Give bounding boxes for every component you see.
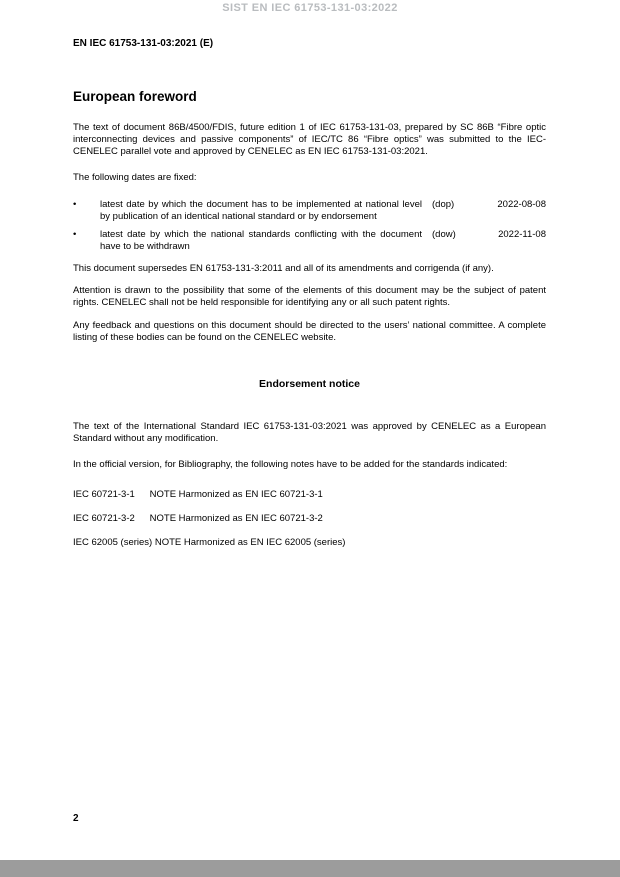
watermark: SIST EN IEC 61753-131-03:2022 — [222, 2, 398, 14]
date-value: 2022-08-08 — [497, 199, 546, 210]
date-label: (dow) — [432, 229, 456, 240]
harmonized-notes-list — [73, 489, 546, 549]
dates-intro: The following dates are fixed: — [73, 172, 197, 183]
foreword-paragraph-patent: Attention is drawn to the possibility that some of the elements of this document may be the subject of patent rights. CENELEC shall not be held responsible for identifying any or all such patent rights. — [73, 285, 546, 308]
standard-reference: IEC 62005 (series) — [73, 537, 153, 548]
foreword-paragraph-1: The text of document 86B/4500/FDIS, future edition 1 of IEC 61753-131-03, prepared by SC 86B “Fibre optic interconnecting devices and passive components” of IEC/TC 86 “Fibre optics” was submitted to the IEC-CENELEC parallel vote and approved by CENELEC as EN IEC 61753-131-03:2021. — [73, 122, 546, 157]
standard-reference: IEC 60721-3-2 — [73, 513, 135, 524]
bullet-icon: • — [73, 199, 77, 210]
page-bottom-edge — [0, 860, 620, 877]
section-title-endorsement-notice: Endorsement notice — [259, 378, 360, 390]
bullet-text: latest date by which the national standards conflicting with the document have to be withdrawn — [100, 229, 422, 252]
list-item — [73, 229, 546, 253]
document-reference: EN IEC 61753-131-03:2021 (E) — [73, 38, 214, 49]
standard-reference: IEC 60721-3-1 — [73, 489, 135, 500]
dates-list — [73, 199, 546, 253]
bullet-text: latest date by which the document has to be implemented at national level by publication of an identical national standard or by endorsement — [100, 199, 422, 222]
note-row — [73, 513, 546, 525]
list-item — [73, 199, 546, 223]
date-value: 2022-11-08 — [498, 229, 546, 240]
note-text: NOTE Harmonized as EN IEC 60721-3-2 — [149, 513, 323, 524]
foreword-paragraph-supersedes: This document supersedes EN 61753-131-3:2011 and all of its amendments and corrigenda (if any). — [73, 263, 494, 274]
document-page — [73, 0, 546, 561]
foreword-paragraph-feedback: Any feedback and questions on this document should be directed to the users’ national committee. A complete listing of these bodies can be found on the CENELEC website. — [73, 320, 546, 343]
bullet-icon: • — [73, 229, 77, 240]
page-number: 2 — [73, 813, 79, 824]
note-row — [73, 537, 546, 549]
endorsement-paragraph-2: In the official version, for Bibliography, the following notes have to be added for the standards indicated: — [73, 459, 508, 470]
note-row — [73, 489, 546, 501]
endorsement-paragraph-1: The text of the International Standard IEC 61753-131-03:2021 was approved by CENELEC as a European Standard without any modification. — [73, 421, 546, 444]
section-title-european-foreword: European foreword — [73, 89, 197, 104]
date-label: (dop) — [432, 199, 455, 210]
note-text: NOTE Harmonized as EN IEC 62005 (series) — [154, 537, 346, 548]
note-text: NOTE Harmonized as EN IEC 60721-3-1 — [149, 489, 323, 500]
